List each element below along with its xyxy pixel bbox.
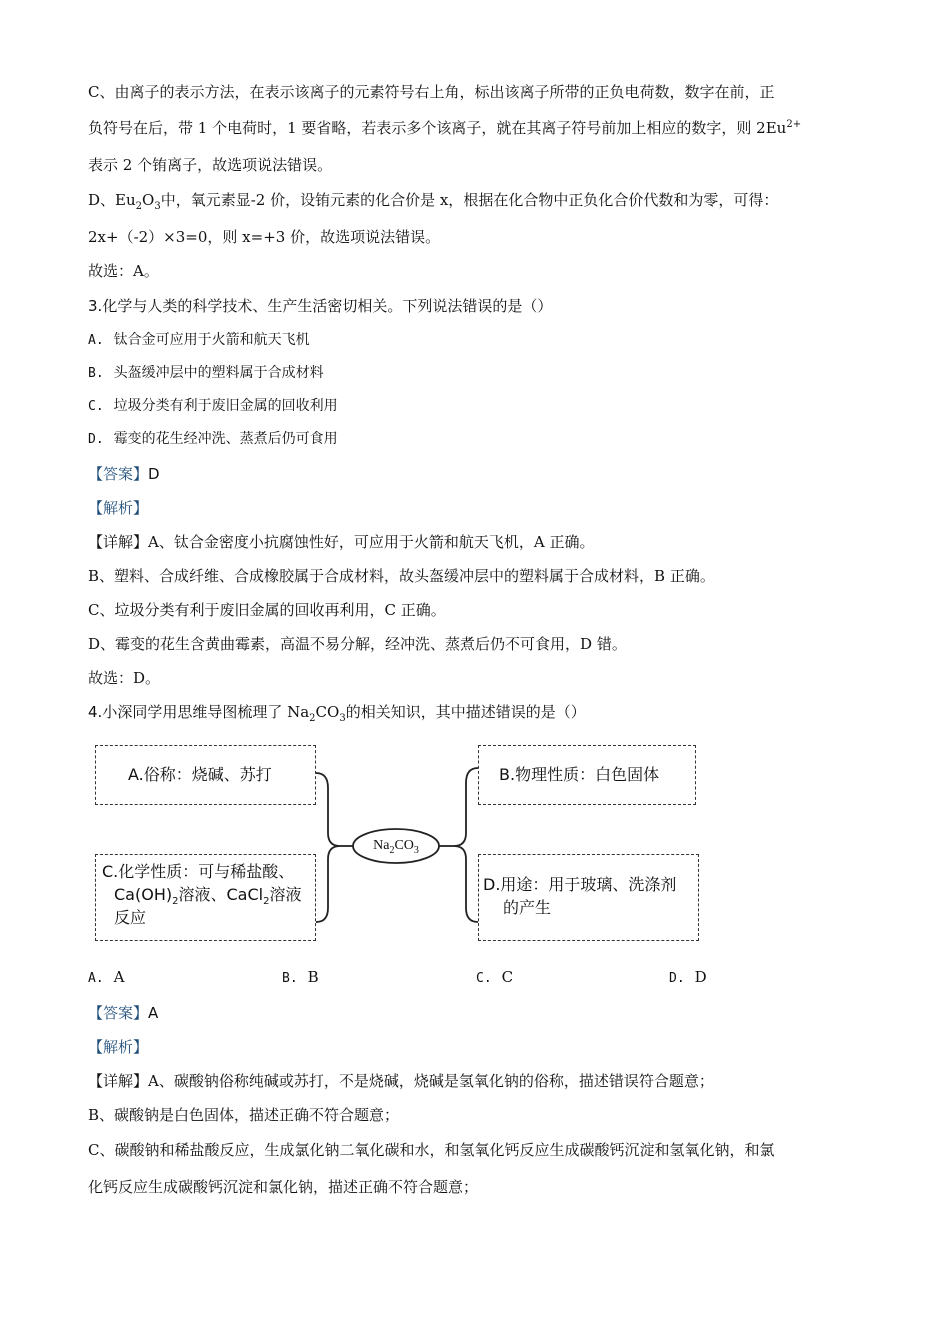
analysis-tag: 【解析】 bbox=[88, 1038, 149, 1056]
question-text: .小深同学用思维导图梳理了 Na bbox=[97, 703, 310, 721]
question-4-stem bbox=[88, 702, 586, 722]
q4-detail-b: B、碳酸钠是白色固体，描述正确不符合题意； bbox=[88, 1106, 400, 1124]
q3-answer bbox=[88, 464, 160, 484]
subscript: 2 bbox=[135, 201, 143, 212]
option-label: D. bbox=[88, 432, 104, 447]
box-b-physical-property: B.物理性质：白色固体 bbox=[478, 745, 696, 805]
option-label: C. bbox=[476, 971, 492, 986]
box-d-line1: D.用途：用于玻璃、洗涤剂 bbox=[483, 875, 677, 894]
q4-analysis-tag bbox=[88, 1037, 148, 1057]
eu-charge-superscript: 2+ bbox=[786, 119, 802, 130]
answer-value: D bbox=[148, 465, 160, 483]
box-c-line2 bbox=[102, 883, 315, 906]
subscript: 2 bbox=[389, 844, 395, 856]
question-text: CO bbox=[315, 703, 340, 721]
box-c-line1: C.化学性质：可与稀盐酸、 bbox=[102, 862, 295, 881]
q3-detail-b: B、塑料、合成纤维、合成橡胶属于合成材料，故头盔缓冲层中的塑料属于合成材料，B 正确。 bbox=[88, 567, 715, 585]
detail-text: A、钛合金密度小抗腐蚀性好，可应用于火箭和航天飞机，A 正确。 bbox=[148, 533, 595, 551]
detail-tag: 【详解】 bbox=[88, 1072, 149, 1090]
answer-tag: 【答案】 bbox=[88, 465, 149, 483]
option-text: 霉变的花生经冲洗、蒸煮后仍可食用 bbox=[113, 431, 338, 447]
option-label: A. bbox=[88, 971, 104, 986]
box-c-chemical-property bbox=[95, 854, 316, 941]
q4-answer bbox=[88, 1003, 158, 1023]
option-label: D. bbox=[669, 971, 685, 986]
option-label: A. bbox=[88, 333, 104, 348]
q4-choice-d bbox=[669, 968, 707, 986]
subscript: 2 bbox=[263, 896, 270, 908]
q3-analysis-tag bbox=[88, 498, 148, 518]
question-text: .化学与人类的科学技术、生产生活密切相关。下列说法错误的是（） bbox=[97, 297, 553, 315]
subscript: 2 bbox=[172, 896, 179, 908]
q3-option-d bbox=[88, 429, 338, 450]
paragraph-c-line2 bbox=[88, 118, 801, 138]
subscript: 3 bbox=[154, 201, 161, 212]
subscript: 3 bbox=[413, 844, 419, 856]
q4-detail-c-line1: C、碳酸钠和稀盐酸反应，生成氯化钠二氧化碳和水，和氢氧化钙反应生成碳酸钙沉淀和氢氧化钠，和氯 bbox=[88, 1141, 775, 1159]
question-text: 的相关知识，其中描述错误的是（） bbox=[345, 703, 586, 721]
center-formula bbox=[353, 835, 439, 857]
right-brace bbox=[454, 768, 478, 922]
option-label: B. bbox=[88, 366, 104, 381]
paragraph-c-line2-text: 负符号在后，带 1 个电荷时，1 要省略，若表示多个该离子，就在其离子符号前加上相应的数字，则 2Eu bbox=[88, 119, 787, 137]
q4-choice-b bbox=[282, 968, 319, 986]
q3-option-b bbox=[88, 363, 324, 384]
option-text: 头盔缓冲层中的塑料属于合成材料 bbox=[113, 365, 324, 381]
q3-detail-a bbox=[88, 532, 594, 552]
text-span: D、Eu bbox=[88, 191, 136, 209]
text-span: CO bbox=[394, 838, 414, 853]
q3-option-a bbox=[88, 330, 310, 351]
q3-detail-c: C、垃圾分类有利于废旧金属的回收再利用，C 正确。 bbox=[88, 601, 446, 619]
text-span: 中，氧元素显-2 价，设铕元素的化合价是 x，根据在化合物中正负化合价代数和为零，可得： bbox=[160, 191, 779, 209]
box-d-usage bbox=[478, 854, 699, 941]
q4-detail-a bbox=[88, 1071, 714, 1091]
text-span: Ca(OH) bbox=[114, 885, 173, 904]
answer-tag: 【答案】 bbox=[88, 1004, 149, 1022]
box-c-line3: 反应 bbox=[114, 908, 147, 927]
question-number: 3 bbox=[88, 297, 98, 315]
paragraph-d-line2: 2x+（-2）×3=0，则 x=+3 价，故选项说法错误。 bbox=[88, 228, 441, 246]
box-a-common-name: A.俗称：烧碱、苏打 bbox=[95, 745, 316, 805]
text-span: 溶液、CaCl bbox=[178, 885, 264, 904]
paragraph-d-line1 bbox=[88, 190, 778, 210]
left-brace bbox=[316, 773, 340, 922]
q3-selection: 故选：D。 bbox=[88, 669, 161, 687]
question-number: 4 bbox=[88, 703, 98, 721]
option-label: B. bbox=[282, 971, 298, 986]
option-text: D bbox=[694, 968, 707, 986]
paragraph-c-line1: C、由离子的表示方法，在表示该离子的元素符号右上角，标出该离子所带的正负电荷数，数字在前，正 bbox=[88, 83, 775, 101]
selection-line-q2: 故选：A。 bbox=[88, 262, 159, 280]
q4-choices bbox=[88, 968, 848, 990]
q4-detail-c-line2: 化钙反应生成碳酸钙沉淀和氯化钠，描述正确不符合题意； bbox=[88, 1178, 479, 1196]
option-text: 钛合金可应用于火箭和航天飞机 bbox=[113, 332, 310, 348]
option-text: C bbox=[501, 968, 514, 986]
detail-tag: 【详解】 bbox=[88, 533, 149, 551]
q3-detail-d: D、霉变的花生含黄曲霉素，高温不易分解，经冲洗、蒸煮后仍不可食用，D 错。 bbox=[88, 635, 627, 653]
question-3-stem bbox=[88, 296, 552, 316]
q3-option-c bbox=[88, 396, 338, 417]
answer-value: A bbox=[148, 1004, 159, 1022]
option-text: 垃圾分类有利于废旧金属的回收利用 bbox=[113, 398, 338, 414]
subscript: 3 bbox=[339, 713, 346, 724]
detail-text: A、碳酸钠俗称纯碱或苏打，不是烧碱，烧碱是氢氧化钠的俗称，描述错误符合题意； bbox=[148, 1072, 714, 1090]
option-text: A bbox=[113, 968, 125, 986]
q4-choice-a bbox=[88, 968, 125, 986]
text-span: 溶液 bbox=[269, 885, 302, 904]
q4-choice-c bbox=[476, 968, 513, 986]
text-span: Na bbox=[373, 838, 390, 853]
option-text: B bbox=[307, 968, 319, 986]
option-label: C. bbox=[88, 399, 104, 414]
analysis-tag: 【解析】 bbox=[88, 499, 149, 517]
box-d-line2: 的产生 bbox=[503, 898, 552, 917]
na2co3-mind-map bbox=[88, 738, 708, 952]
paragraph-c-line3: 表示 2 个铕离子，故选项说法错误。 bbox=[88, 156, 333, 174]
subscript: 2 bbox=[309, 713, 316, 724]
text-span: O bbox=[142, 191, 155, 209]
